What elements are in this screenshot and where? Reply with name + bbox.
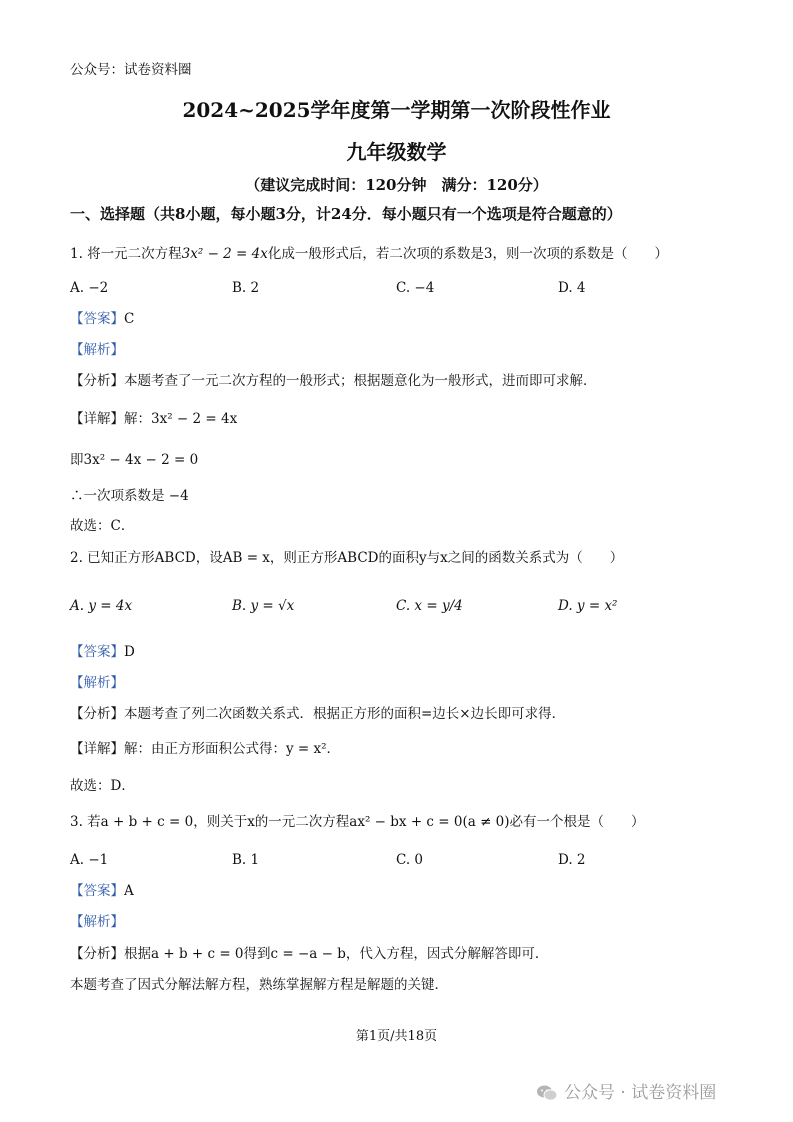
detail-text: 解：3x² − 2 = 4x [124,411,238,427]
fenxi-tag: 【分析】 [70,946,124,962]
q1-fenxi [70,371,597,391]
fenxi-text: 本题考查了列二次函数关系式．根据正方形的面积=边长×边长即可求得． [124,706,566,722]
q1-option-a: A. −2 [70,280,109,296]
q1-conclusion: 故选：C． [70,518,135,534]
q2-option-d: D. y = x² [558,598,618,614]
q2-option-a: A. y = 4x [70,598,133,614]
q1-answer [70,309,134,329]
watermark-text: 公众号 · 试卷资料圈 [564,1083,717,1103]
q3-fenxi [70,944,548,964]
watermark [536,1078,716,1103]
q3-option-a: A. −1 [70,852,109,868]
question-1-stem [70,244,668,264]
q3-option-c: C. 0 [396,852,424,868]
q1-detail [70,409,237,429]
q2-option-c: C. x = y/4 [396,598,463,614]
answer-value: C [124,311,135,327]
q3-fenxi-note: 本题考查了因式分解法解方程，熟练掌握解方程是解题的关键． [70,977,448,993]
q1-step1: 即3x² − 4x − 2 = 0 [70,452,199,468]
header-source: 公众号：试卷资料圈 [70,62,192,78]
question-3-stem: 3. 若a + b + c = 0，则关于x的一元二次方程ax² − bx + c = 0(a ≠ 0)必有一个根是（ ） [70,814,645,830]
fenxi-text: 根据a + b + c = 0得到c = −a − b，代入方程，因式分解解答即可． [124,946,549,962]
q3-option-b: B. 1 [232,852,260,868]
q1-option-d: D. 4 [558,280,586,296]
fenxi-text: 本题考查了一元二次方程的一般形式；根据题意化为一般形式，进而即可求解． [124,373,597,389]
question-2-stem: 2. 已知正方形ABCD，设AB = x，则正方形ABCD的面积y与x之间的函数关系式为（ ） [70,550,624,566]
page-footer: 第1页/共18页 [355,1029,438,1044]
answer-value: D [124,644,135,660]
q2-detail [70,739,340,759]
fenxi-tag: 【分析】 [70,373,124,389]
q1-step2: ∴一次项系数是 −4 [70,488,189,504]
q2-option-b: B. y = √x [232,598,295,614]
q1-analysis-tag: 【解析】 [70,342,124,358]
detail-tag: 【详解】 [70,741,124,757]
answer-tag: 【答案】 [70,644,124,660]
q3-answer [70,881,134,901]
answer-tag: 【答案】 [70,883,124,899]
q1-post: 化成一般形式后，若二次项的系数是3，则一次项的系数是（ ） [267,246,668,262]
q1-option-b: B. 2 [232,280,260,296]
q1-option-c: C. −4 [396,280,435,296]
q2-analysis-tag: 【解析】 [70,675,124,691]
answer-tag: 【答案】 [70,311,124,327]
q1-pre: 1. 将一元二次方程 [70,246,182,262]
answer-value: A [124,883,134,899]
q1-equation: 3x² − 2 = 4x [181,246,268,262]
q3-option-d: D. 2 [558,852,586,868]
exam-meta: （建议完成时间：120分钟 满分：120分） [245,176,548,194]
q2-conclusion: 故选：D． [70,778,135,794]
section-heading: 一、选择题（共8小题，每小题3分，计24分．每小题只有一个选项是符合题意的） [70,205,622,223]
q3-analysis-tag: 【解析】 [70,914,124,930]
fenxi-tag: 【分析】 [70,706,124,722]
detail-text: 解：由正方形面积公式得：y = x²． [124,741,341,757]
wechat-icon [536,1084,558,1102]
page-title: 2024~2025学年度第一学期第一次阶段性作业 [182,98,611,122]
q2-fenxi [70,704,565,724]
q2-answer [70,642,135,662]
detail-tag: 【详解】 [70,411,124,427]
page-subtitle: 九年级数学 [346,140,447,164]
